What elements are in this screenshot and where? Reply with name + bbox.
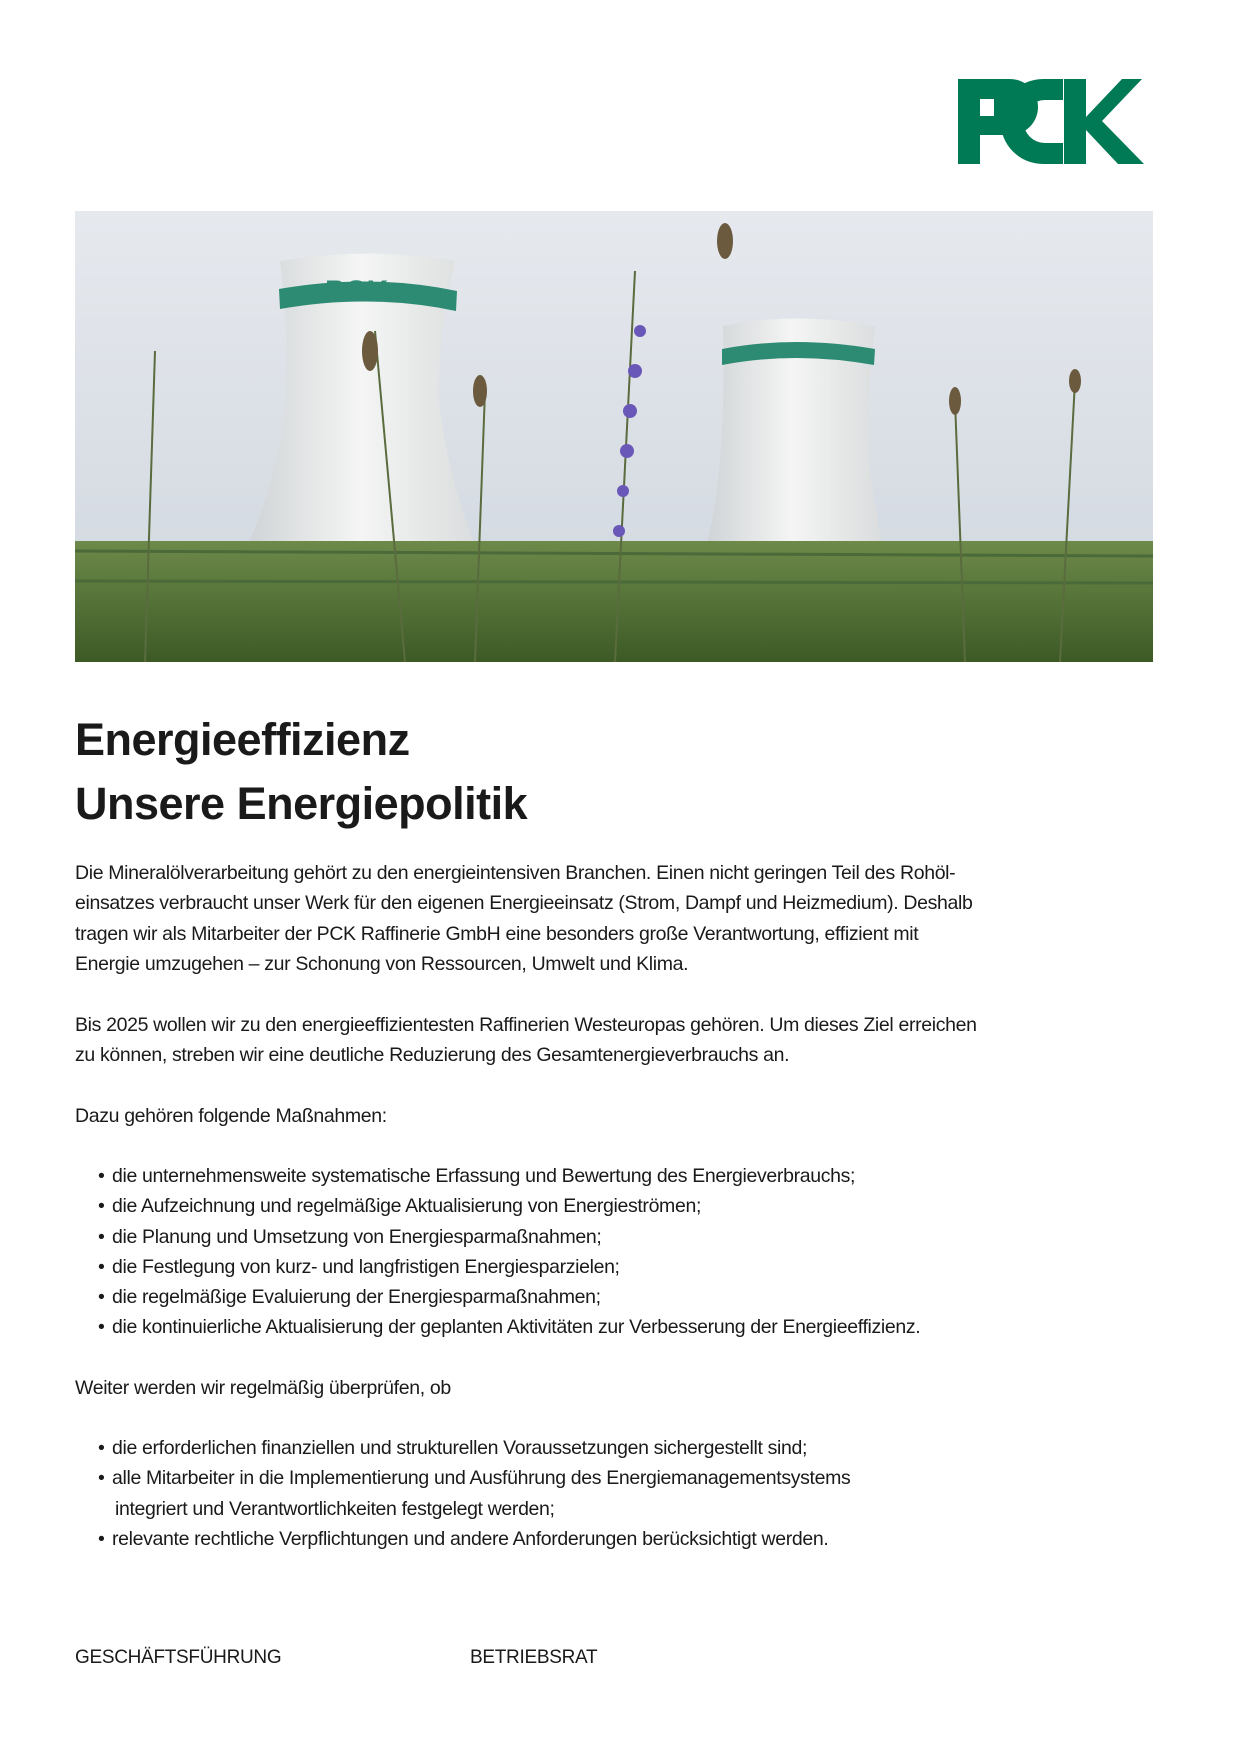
list-item bbox=[98, 1282, 920, 1312]
list-item bbox=[98, 1222, 920, 1252]
bullet: • bbox=[98, 1165, 105, 1187]
review-intro bbox=[75, 1373, 451, 1403]
list-item-text: relevante rechtliche Verpflichtungen und andere Anforderungen berücksichtigt werden. bbox=[112, 1527, 829, 1550]
review-list bbox=[98, 1433, 850, 1554]
text-line: tragen wir als Mitarbeiter der PCK Raffinerie GmbH eine besonders große Verantwortung, effizient mit bbox=[75, 922, 919, 945]
text-line: einsatzes verbraucht unser Werk für den eigenen Energieeinsatz (Strom, Dampf und Heizmedium). Deshalb bbox=[75, 892, 973, 915]
list-item bbox=[98, 1252, 920, 1282]
intro-paragraph bbox=[75, 858, 973, 979]
text-line: Die Mineralölverarbeitung gehört zu den energieintensiven Branchen. Einen nicht geringen Teil des Rohöl- bbox=[75, 862, 956, 884]
bullet: • bbox=[98, 1527, 105, 1550]
list-item-text: die unternehmensweite systematische Erfassung und Bewertung des Energieverbrauchs; bbox=[112, 1165, 856, 1187]
title-line-1: Energieeffizienz bbox=[75, 714, 410, 765]
bullet: • bbox=[98, 1467, 105, 1490]
bullet: • bbox=[98, 1255, 105, 1278]
list-item-text: die regelmäßige Evaluierung der Energiesparmaßnahmen; bbox=[112, 1286, 601, 1309]
tower-logo: PCK bbox=[325, 275, 389, 308]
pck-logo bbox=[958, 79, 1144, 164]
text-line: Dazu gehören folgende Maßnahmen: bbox=[75, 1105, 387, 1127]
list-item-text: alle Mitarbeiter in die Implementierung und Ausführung des Energiemanagementsystems bbox=[112, 1467, 851, 1490]
measures-list bbox=[98, 1161, 920, 1343]
bullet: • bbox=[98, 1286, 105, 1309]
bullet: • bbox=[98, 1225, 105, 1248]
signature-works-council: BETRIEBSRAT bbox=[470, 1647, 598, 1668]
list-item bbox=[98, 1191, 920, 1221]
list-item-text: integriert und Verantwortlichkeiten festgelegt werden; bbox=[115, 1497, 555, 1520]
signature-management: GESCHÄFTSFÜHRUNG bbox=[75, 1647, 282, 1668]
list-item-text: die Festlegung von kurz- und langfristigen Energiesparzielen; bbox=[112, 1255, 620, 1278]
cooling-towers-photo bbox=[75, 211, 1153, 662]
list-item-continuation bbox=[98, 1494, 850, 1524]
text-line: Energie umzugehen – zur Schonung von Ressourcen, Umwelt und Klima. bbox=[75, 952, 689, 975]
list-item bbox=[98, 1312, 920, 1342]
measures-intro bbox=[75, 1101, 387, 1131]
list-item-text: die Planung und Umsetzung von Energiesparmaßnahmen; bbox=[112, 1225, 602, 1248]
title-line-2: Unsere Energiepolitik bbox=[75, 778, 528, 829]
list-item bbox=[98, 1161, 920, 1191]
bullet: • bbox=[98, 1437, 105, 1459]
text-line: Bis 2025 wollen wir zu den energieeffizientesten Raffinerien Westeuropas gehören. Um dieses Ziel erreichen bbox=[75, 1014, 977, 1036]
bullet: • bbox=[98, 1316, 105, 1339]
goal-paragraph bbox=[75, 1010, 977, 1071]
bullet: • bbox=[98, 1195, 105, 1218]
list-item bbox=[98, 1433, 850, 1463]
list-item-text: die Aufzeichnung und regelmäßige Aktualisierung von Energieströmen; bbox=[112, 1195, 702, 1218]
list-item bbox=[98, 1463, 850, 1493]
list-item bbox=[98, 1524, 850, 1554]
page-title bbox=[75, 708, 527, 836]
list-item-text: die kontinuierliche Aktualisierung der geplanten Aktivitäten zur Verbesserung der Energieeffizienz. bbox=[112, 1316, 921, 1339]
text-line: zu können, streben wir eine deutliche Reduzierung des Gesamtenergieverbrauchs an. bbox=[75, 1044, 790, 1067]
text-line: Weiter werden wir regelmäßig überprüfen, ob bbox=[75, 1377, 451, 1399]
list-item-text: die erforderlichen finanziellen und strukturellen Voraussetzungen sichergestellt sind; bbox=[112, 1437, 808, 1459]
